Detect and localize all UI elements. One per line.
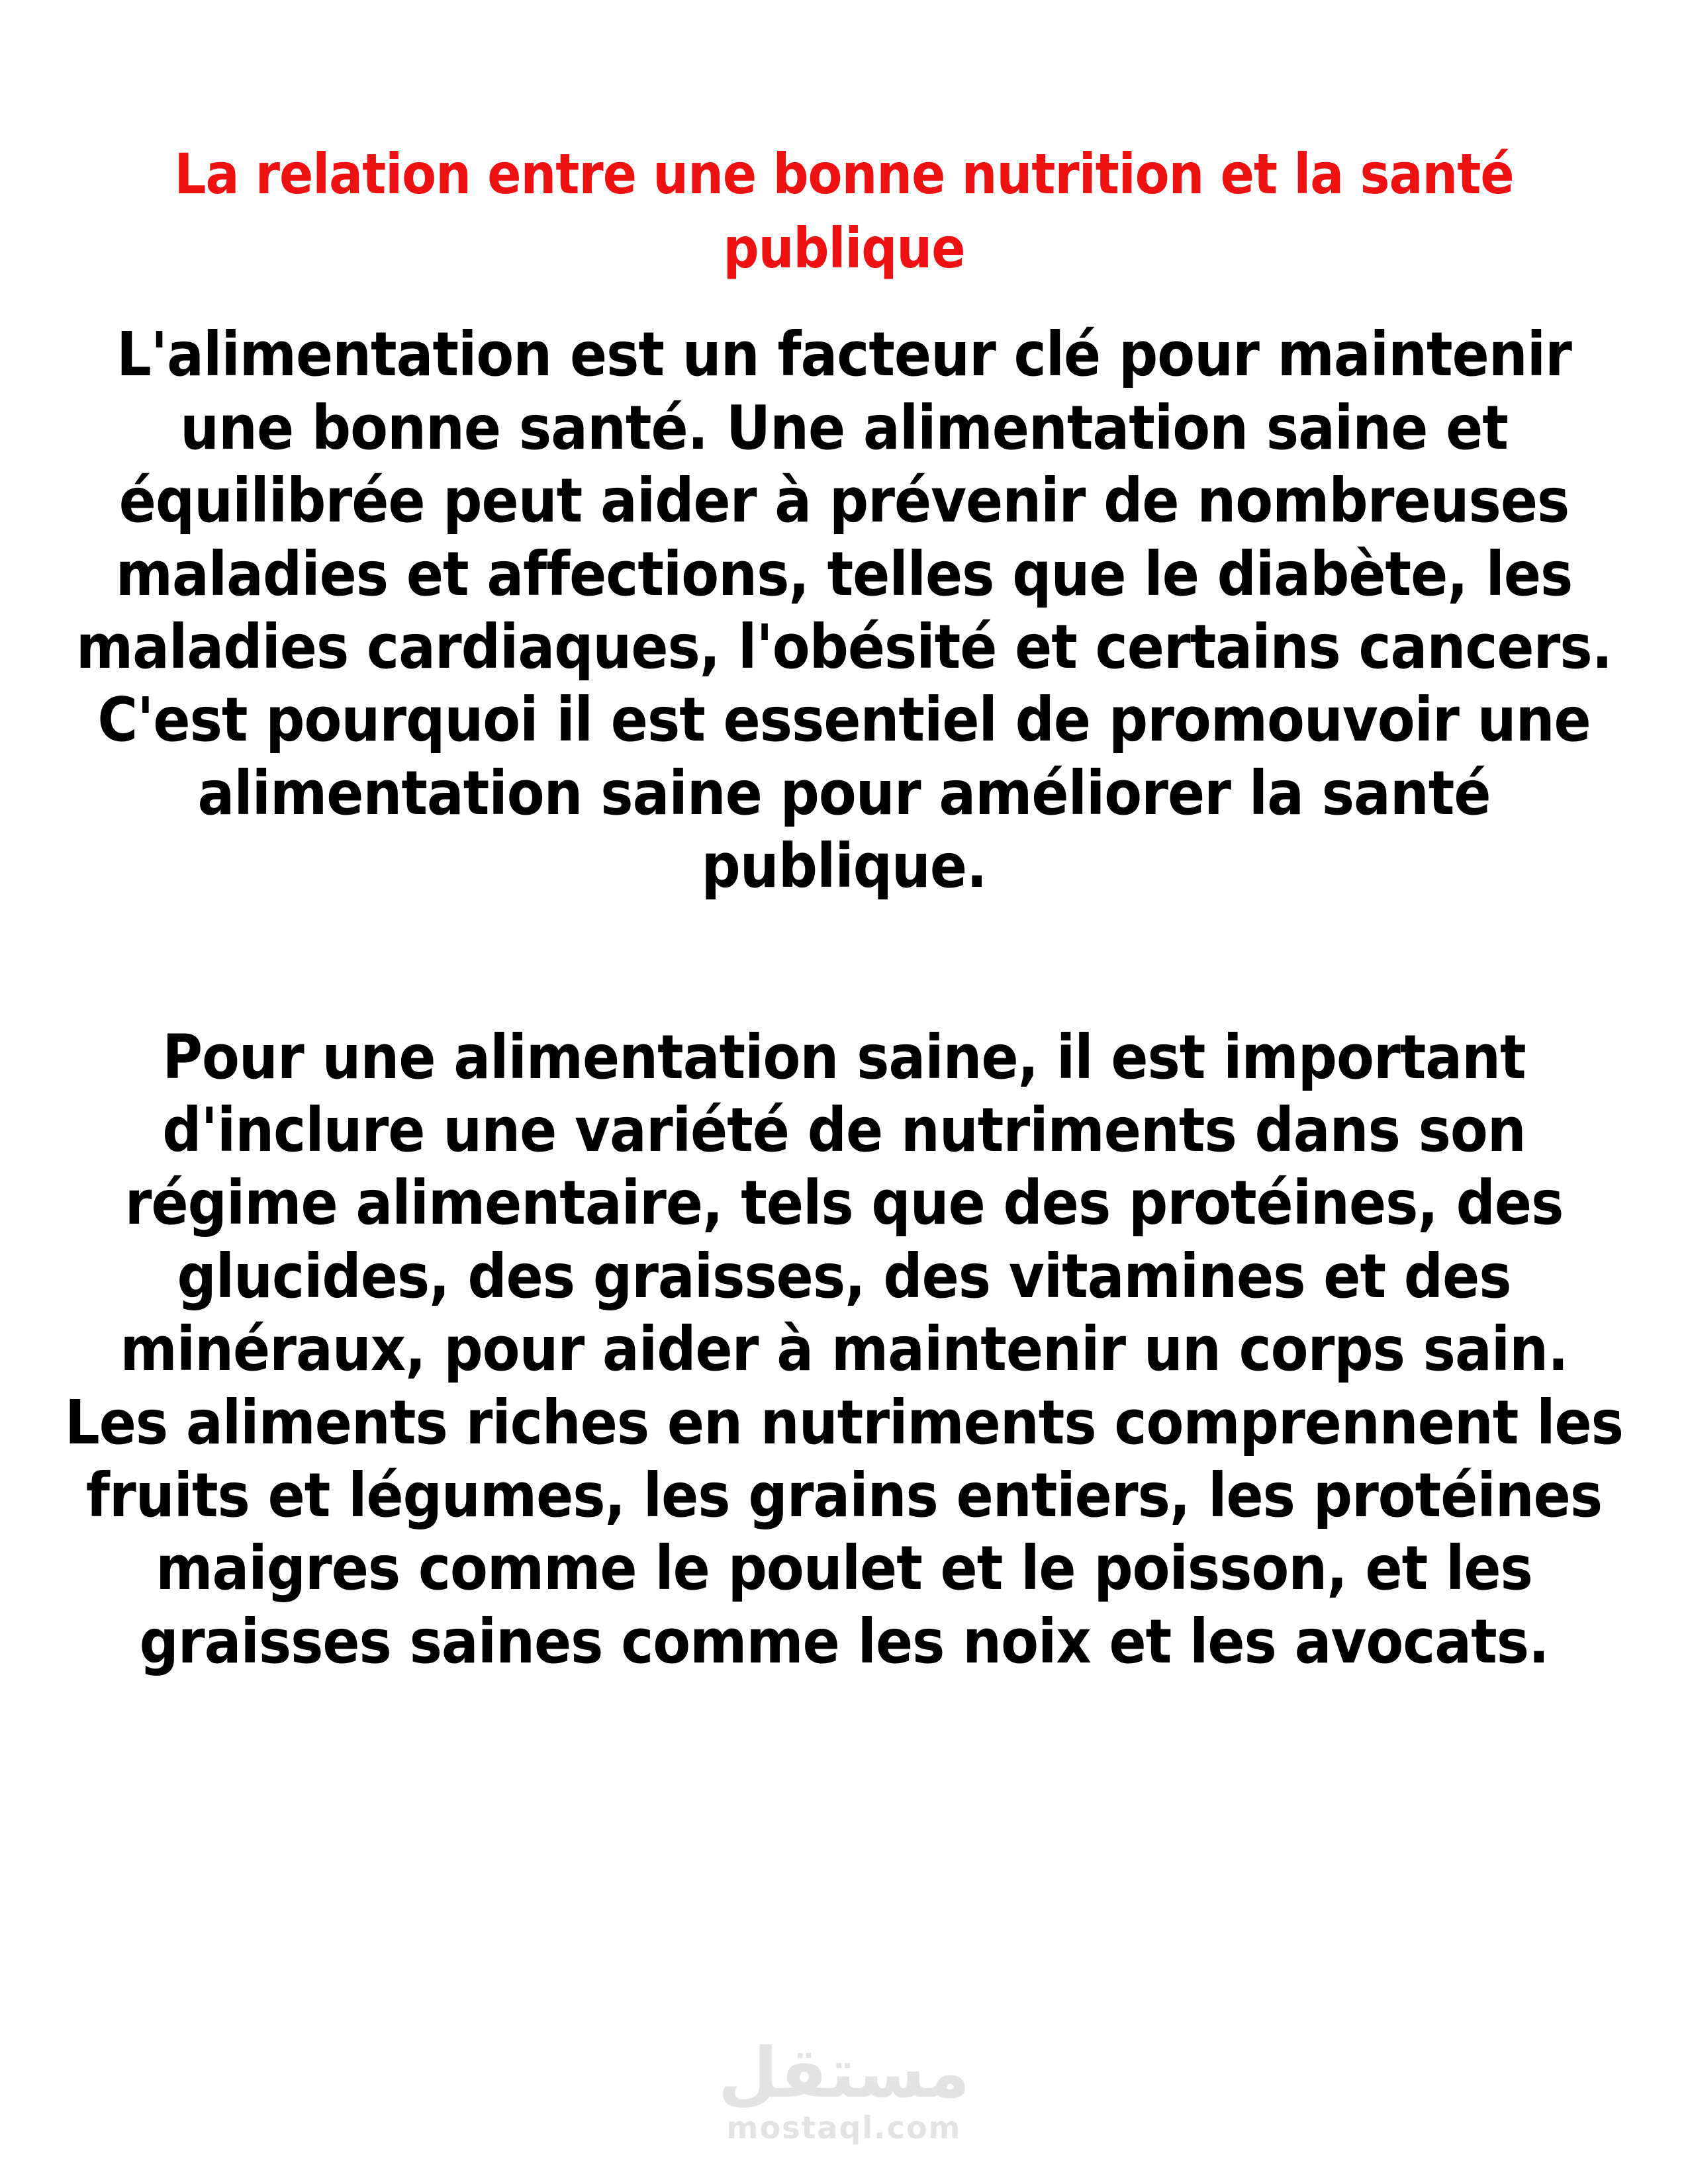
paragraph-healthy-diet: Pour une alimentation saine, il est important d'inclure une variété de nutriments dans son régime alimentaire, tels que des protéines, des glucides, des graisses, des vitamines et des minéraux, pour aider à maintenir un corps sain. Les aliments riches en nutriments comprennent les fruits et légumes, les grains entiers, les protéines maigres comme le poulet et le poisson, et les graisses saines comme les noix et les avocats. — [65, 1021, 1623, 1677]
page-title: La relation entre une bonne nutrition et la santé publique — [174, 142, 1514, 281]
paragraph-nutrition-health: L'alimentation est un facteur clé pour maintenir une bonne santé. Une alimentation saine et équilibrée peut aider à prévenir de nombreuses maladies et affections, telles que le diabète, les maladies cardiaques, l'obésité et certains cancers. C'est pourquoi il est essentiel de promouvoir une alimentation saine pour améliorer la santé publique. — [75, 319, 1613, 902]
watermark — [0, 2032, 1688, 2146]
mostaql-logo: مستقل — [718, 2032, 970, 2113]
watermark-site-text: mostaql.com — [726, 2110, 962, 2146]
